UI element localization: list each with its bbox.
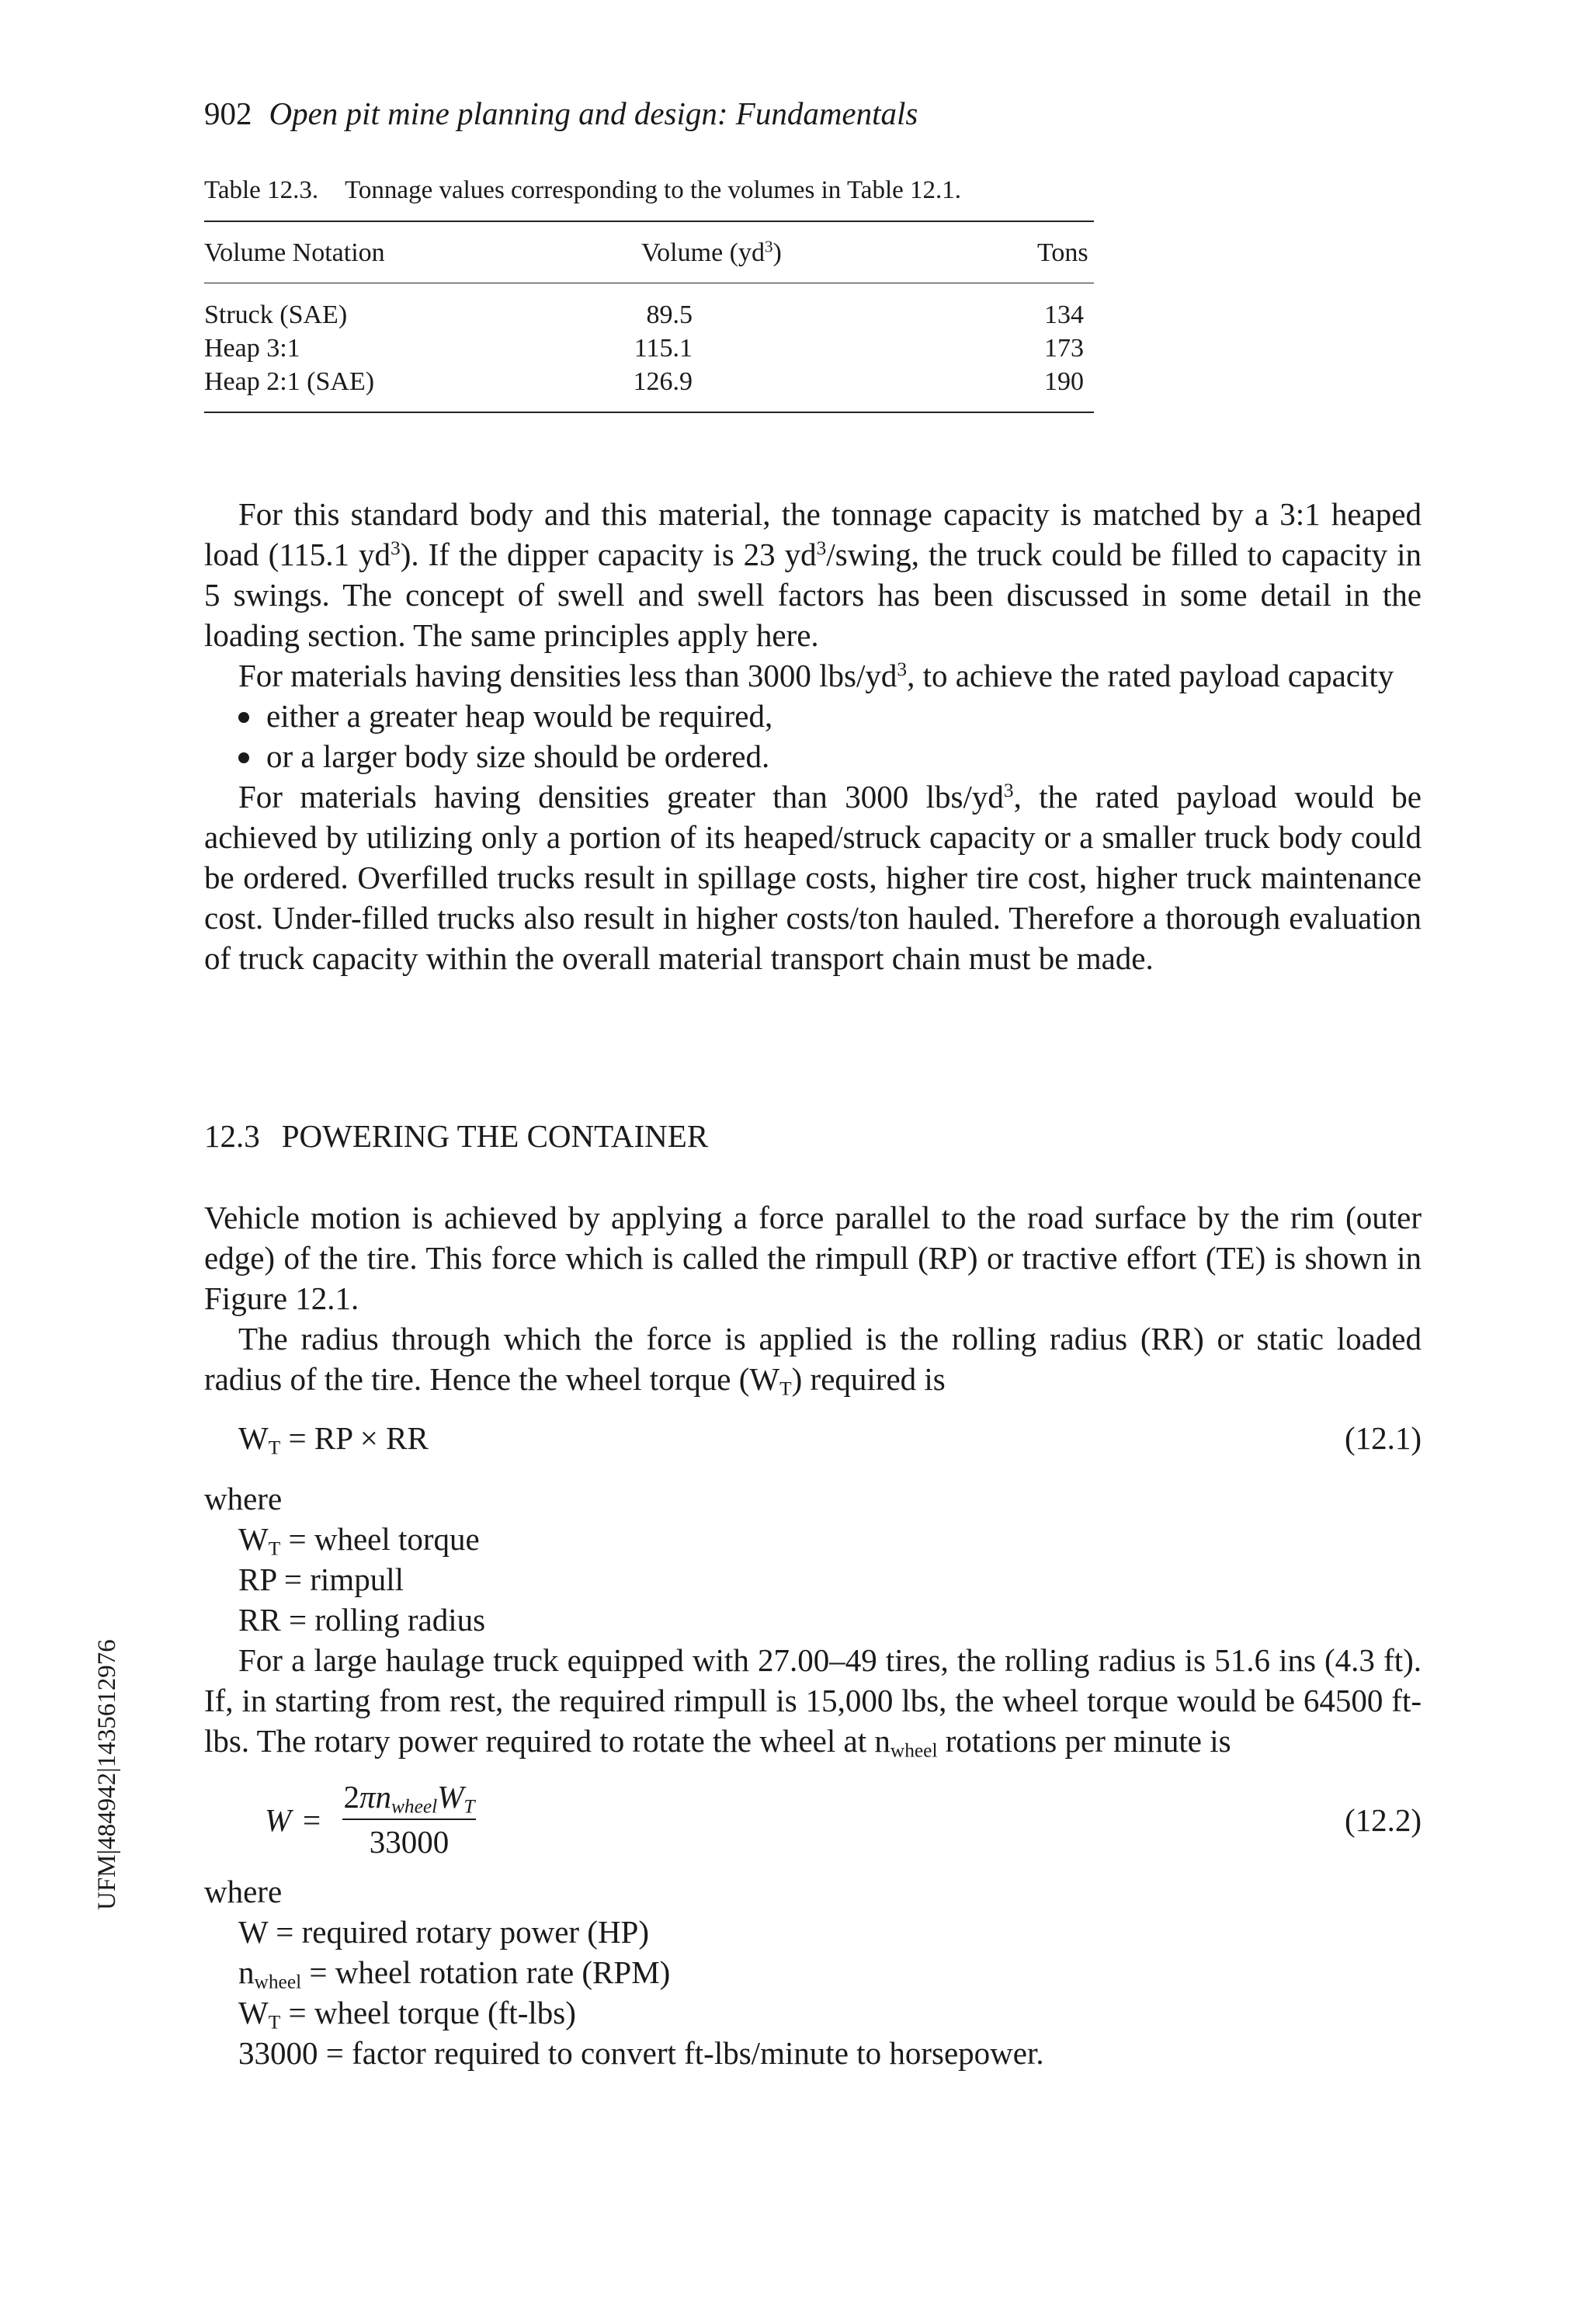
bullet-icon xyxy=(238,712,249,723)
paragraph: Vehicle motion is achieved by applying a force parallel to the road surface by the rim (outer edge) of the tire. This force which is called the rimpull (RP) or tractive effort (TE) is shown in Figure 12.1. xyxy=(204,1200,1422,1316)
definition-item: RP = rimpull xyxy=(238,1561,404,1597)
table-caption-text: Tonnage values corresponding to the volumes in Table 12.1. xyxy=(345,176,962,204)
table-caption xyxy=(204,174,961,207)
definition-item: $W_T$ = wheel torque xyxy=(238,1521,480,1560)
table-cell-notation: Heap 2:1 (SAE) xyxy=(204,367,375,396)
table-cell-tons: 190 xyxy=(1044,367,1084,396)
table-cell-volume: 126.9 xyxy=(633,367,693,396)
equation-12-1 xyxy=(204,1418,1422,1458)
where-label: where xyxy=(204,1874,283,1909)
page-number: 902 xyxy=(204,96,252,131)
side-identifier: UFM|484942|1435612976 xyxy=(93,1639,121,1910)
table-bottom-rule xyxy=(204,412,1094,413)
table-cell-notation: Heap 3:1 xyxy=(204,334,300,363)
equation-equals: = xyxy=(303,1802,321,1838)
body-text-definitions-2 xyxy=(204,1871,1422,2073)
definition-item: RR = rolling radius xyxy=(238,1602,486,1638)
definition-item: W = required rotary power (HP) xyxy=(238,1914,650,1950)
bullet-icon xyxy=(238,752,249,763)
table-top-rule xyxy=(204,221,1094,222)
paragraph: For materials having densities less than 3000 lbs/$yd^3$, to achieve the rated payload capacity xyxy=(238,658,1394,693)
table-cell-tons: 134 xyxy=(1044,300,1084,329)
paragraph: For a large haulage truck equipped with 27.00–49 tires, the rolling radius is 51.6 ins (4.3 ft). If, in starting from rest, the required rimpull is 15,000 lbs, the wheel torque would be 64500 ft-lbs. The rotary power required to rotate the wheel at $n_{wheel}$ rotations per minute is xyxy=(204,1642,1422,1762)
table-header-tons: Tons xyxy=(1037,238,1088,267)
paragraph: The radius through which the force is applied is the rolling radius (RR) or static loaded radius of the tire. Hence the wheel torque $(W_T)$ required is xyxy=(204,1321,1422,1400)
body-text-definitions-1 xyxy=(204,1478,1422,1761)
equation-number: (12.2) xyxy=(1344,1802,1422,1838)
table-cell-tons: 173 xyxy=(1044,334,1084,363)
bullet-item: either a greater heap would be required, xyxy=(204,696,1422,736)
table-cell-volume: 115.1 xyxy=(634,334,693,363)
body-text-lower xyxy=(204,1197,1422,1399)
section-title: POWERING THE CONTAINER xyxy=(281,1118,709,1154)
table-cell-notation: Struck (SAE) xyxy=(204,300,348,329)
table-cell-volume: 89.5 xyxy=(646,300,693,329)
paragraph: For this standard body and this material, the tonnage capacity is matched by a 3:1 heaped load (115.1 $yd^3$). If the dipper capacity is 23 $yd^3$/swing, the truck could be filled to capacity in 5 swings. The concept of swell and swell factors has been discussed in some detail in the loading section. The same principles apply here. xyxy=(204,496,1422,653)
section-number: 12.3 xyxy=(204,1118,260,1154)
section-heading xyxy=(204,1116,708,1156)
body-text-upper xyxy=(204,494,1422,978)
table-header-notation: Volume Notation xyxy=(204,238,385,267)
book-title: Open pit mine planning and design xyxy=(269,96,717,131)
equation-number: (12.1) xyxy=(1344,1420,1422,1456)
bullet-item: or a larger body size should be ordered. xyxy=(204,736,1422,776)
table-header-volume: Volume $(yd^3)$ xyxy=(641,237,782,267)
equation-lhs: W xyxy=(265,1802,292,1838)
definition-item: $W_T$ = wheel torque (ft-lbs) xyxy=(238,1995,576,2034)
fraction-denominator: 33000 xyxy=(369,1824,450,1860)
equation-12-2 xyxy=(204,1778,1422,1871)
definition-item: 33000 = factor required to convert ft-lbs/minute to horsepower. xyxy=(238,2035,1044,2071)
definition-item: $n_{wheel}$ = wheel rotation rate (RPM) xyxy=(238,1954,671,1993)
fraction-numerator: $2\pi n_{wheel}W_T$ xyxy=(343,1779,475,1818)
equation-fraction xyxy=(342,1778,476,1860)
fraction-bar xyxy=(342,1819,476,1820)
paragraph: For materials having densities greater than 3000 lbs/$yd^3$, the rated payload would be achieved by utilizing only a portion of its heaped/struck capacity or a smaller truck body could be ordered. Overfilled trucks result in spillage costs, higher tire cost, higher truck maintenance cost. Under-filled trucks also result in higher costs/ton hauled. Therefore a thorough evaluation of truck capacity within the overall material transport chain must be made. xyxy=(204,779,1422,976)
running-header xyxy=(204,93,918,134)
book-subtitle: : Fundamentals xyxy=(717,96,918,131)
where-label: where xyxy=(204,1481,283,1516)
table-caption-label: Table 12.3. xyxy=(204,176,319,204)
equation-body: $W_T$ = RP × RR xyxy=(238,1420,429,1459)
